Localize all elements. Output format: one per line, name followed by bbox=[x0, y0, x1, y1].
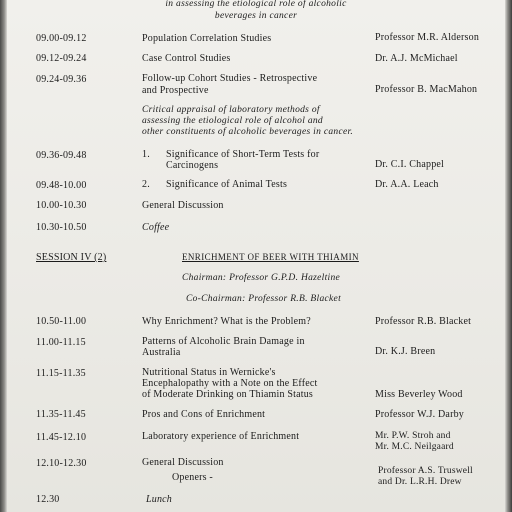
session-label: SESSION IV (2) bbox=[36, 252, 107, 263]
row-speaker: Miss Beverley Wood bbox=[375, 389, 463, 400]
page-edge-right bbox=[505, 0, 512, 512]
row-title: Pros and Cons of Enrichment bbox=[142, 409, 266, 420]
row-title: Follow-up Cohort Studies - Retrospective bbox=[142, 73, 318, 84]
row-time: 12.10-12.30 bbox=[36, 458, 87, 469]
row-time: 10.00-10.30 bbox=[36, 200, 87, 211]
openers-label: Openers - bbox=[172, 472, 213, 483]
row-time: 09.12-09.24 bbox=[36, 53, 87, 64]
header-line-2: beverages in cancer bbox=[214, 11, 298, 21]
row-title: Case Control Studies bbox=[142, 53, 231, 64]
critical-line-3: other constituents of alcoholic beverages in cancer. bbox=[142, 127, 354, 137]
row-title: Why Enrichment? What is the Problem? bbox=[142, 316, 311, 327]
row-time: 09.00-09.12 bbox=[36, 33, 87, 44]
row-time: 11.15-11.35 bbox=[36, 368, 86, 379]
row-time: 09.36-09.48 bbox=[36, 150, 87, 161]
row-title: Significance of Animal Tests bbox=[166, 179, 288, 190]
openers-speaker: and Dr. L.R.H. Drew bbox=[378, 477, 462, 487]
row-speaker: Professor W.J. Darby bbox=[375, 409, 464, 420]
row-number: 1. bbox=[142, 149, 150, 160]
session-heading: ENRICHMENT OF BEER WITH THIAMIN bbox=[182, 252, 359, 262]
critical-line-2: assessing the etiological role of alcohol and bbox=[142, 116, 323, 126]
row-speaker: Professor R.B. Blacket bbox=[375, 316, 472, 327]
row-title: Patterns of Alcoholic Brain Damage in bbox=[142, 336, 305, 347]
row-title: Carcinogens bbox=[166, 160, 219, 171]
row-title: Lunch bbox=[146, 494, 172, 505]
openers-speaker: Professor A.S. Truswell bbox=[378, 466, 473, 476]
row-time: 11.00-11.15 bbox=[36, 337, 86, 348]
row-title: General Discussion bbox=[142, 200, 224, 211]
row-time: 11.35-11.45 bbox=[36, 409, 86, 420]
row-speaker: Dr. A.A. Leach bbox=[375, 179, 439, 190]
row-speaker: Dr. K.J. Breen bbox=[375, 346, 436, 357]
session-cochairman: Co-Chairman: Professor R.B. Blacket bbox=[186, 294, 342, 304]
row-title: Laboratory experience of Enrichment bbox=[142, 431, 300, 442]
row-time: 09.48-10.00 bbox=[36, 180, 87, 191]
row-title: Nutritional Status in Wernicke's bbox=[142, 367, 276, 378]
row-time: 10.50-11.00 bbox=[36, 316, 87, 327]
row-title: Coffee bbox=[142, 222, 170, 233]
page-edge-left bbox=[0, 0, 7, 512]
row-title: General Discussion bbox=[142, 457, 224, 468]
row-speaker: Professor M.R. Alderson bbox=[375, 32, 480, 43]
row-title: Australia bbox=[142, 347, 181, 358]
row-number: 2. bbox=[142, 179, 150, 190]
critical-line-1: Critical appraisal of laboratory methods of bbox=[142, 105, 320, 115]
row-speaker: Dr. C.I. Chappel bbox=[375, 159, 445, 170]
session-chairman: Chairman: Professor G.P.D. Hazeltine bbox=[182, 273, 341, 283]
row-title: Encephalopathy with a Note on the Effect bbox=[142, 378, 318, 389]
row-title: and Prospective bbox=[142, 85, 209, 96]
row-time: 12.30 bbox=[36, 494, 60, 505]
row-title: of Moderate Drinking on Thiamin Status bbox=[142, 389, 314, 400]
row-title: Population Correlation Studies bbox=[142, 33, 272, 44]
row-speaker: Mr. P.W. Stroh and bbox=[375, 431, 451, 441]
row-speaker: Professor B. MacMahon bbox=[375, 84, 478, 95]
row-speaker: Dr. A.J. McMichael bbox=[375, 53, 458, 64]
row-title: Significance of Short-Term Tests for bbox=[166, 149, 320, 160]
row-time: 09.24-09.36 bbox=[36, 74, 87, 85]
header-line-1: in assessing the etiological role of alcoholic bbox=[165, 0, 347, 9]
row-time: 11.45-12.10 bbox=[36, 432, 87, 443]
row-speaker: Mr. M.C. Neilgaard bbox=[375, 442, 454, 452]
row-time: 10.30-10.50 bbox=[36, 222, 87, 233]
